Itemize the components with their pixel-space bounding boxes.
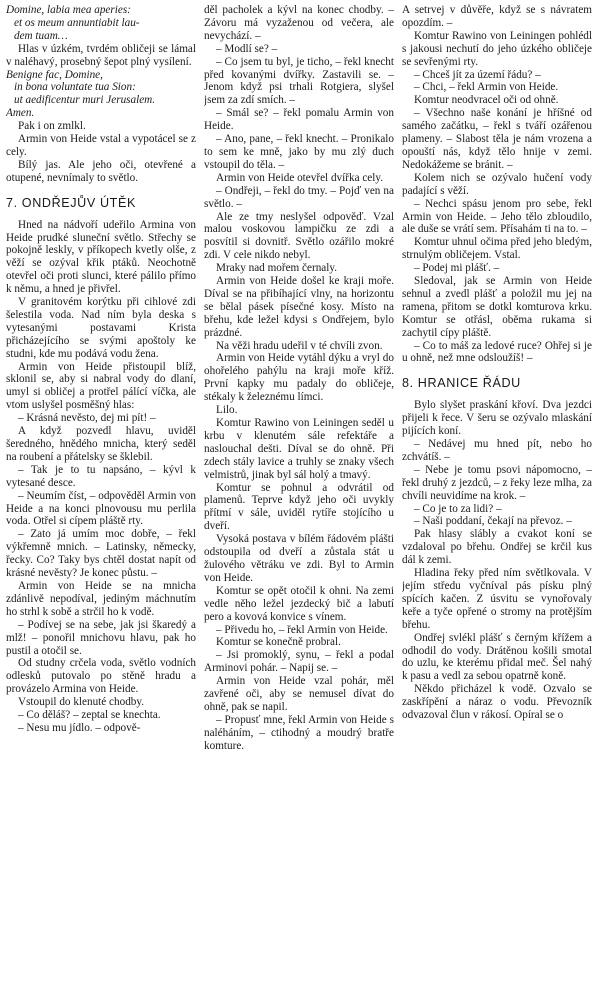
paragraph: Komtur uhnul očima před jeho bledým, strnulým obličejem. Vstal. [402,236,592,262]
latin-verse [6,69,196,121]
paragraph: Pak i on zmlkl. [18,120,86,133]
paragraph: Mraky nad mořem černaly. [216,262,338,275]
chapter-heading: 7. ONDŘEJŮV ÚTĚK [6,195,136,210]
paragraph: – Přivedu ho, – řekl Armin von Heide. [216,623,388,636]
chapter-heading: 8. HRANICE ŘÁDU [402,376,521,391]
paragraph: Někdo přicházel k vodě. Ozvalo se zaskřípění a náraz o vodu. Převozník odvazoval člun v rákosí. Opíral se o [402,683,592,722]
paragraph: – Nechci spásu jenom pro sebe, řekl Armin von Heide. – Jeho tělo zbloudilo, ale duše se vrátí sem. Přísahám ti na to. – [402,197,592,236]
paragraph: V granitovém korýtku při cihlové zdi šelestila voda. Nad ním byla deska s vytesanými postavami Krista přicházejícího se svými apoštoly ke studni, kde mu podává vodu žena. [6,296,196,360]
paragraph: Komtur neodvracel oči od ohně. [414,94,559,107]
paragraph: Bylo slyšet praskání křoví. Dva jezdci přijeli k řece. V šeru se ozývalo mlaskání pijících koní. [402,399,592,438]
paragraph: Armin von Heide vzal pohár, měl zavřené oči, aby se nemusel dívat do ohně, pak se napil. [204,675,394,713]
paragraph: Komtur se konečně probral. [216,636,341,649]
paragraph: Komtur se pohnul a odvrátil od plamenů. Teprve když jeho oči uvykly přítmí v sále, uviděl rytíře stojícího u dveří. [204,481,394,533]
paragraph: Na věži hradu udeřil v té chvíli zvon. [216,339,383,352]
verse-line: et os meum annuntiabit lau- [14,16,140,29]
paragraph: Armin von Heide přistoupil blíž, sklonil se, aby si nabral vody do dlaní, umyl si obličej a protřel pálící víčka, ale vtom uslyšel posměšný hlas: [6,360,196,412]
verse-line: dem tuam… [14,29,68,42]
paragraph: – Nedávej mu hned pít, nebo ho zchvátíš. – [402,438,592,463]
continued-paragraph: děl pacholek a kývl na konec chodby. – Závoru má vyzaženou od večera, ale nevychází. – [204,4,394,42]
paragraph: Armin von Heide se na mnicha zdánlivě nepodíval, jediným máchnutím ho strhl k sobě a strčil ho k vodě. [6,579,196,618]
paragraph: Pak hlasy slábly a cvakot koní se vzdaloval po břehu. Ondřej se krčil kus dál k zemi. [402,528,592,567]
paragraph: – Smál se? – řekl pomalu Armin von Heide. [204,107,394,133]
text-column-1 [6,4,196,1005]
paragraph: Komtur Rawino von Leiningen pohlédl s jakousi nechutí do jeho úzkého obličeje se sevřenými rty. [402,29,592,68]
paragraph: Armin von Heide vstal a vypotácel se z cely. [6,133,196,158]
paragraph: A když pozvedl hlavu, uviděl šeredného, hnědého mnicha, který seděl na roubení a přátelsky se šklebil. [6,425,196,463]
latin-verse [6,4,196,43]
paragraph: – Naši poddaní, čekají na převoz. – [414,515,572,528]
paragraph: Hladina řeky před ním světlkovala. V jejím středu vyčníval pás písku plný spících kačen. Z úsvitu se vynořovaly keře a tyče opřené o stromy na protějším břehu. [402,567,592,631]
paragraph: Komtur se opět otočil k ohni. Na zemi vedle něho ležel jezdecký bič a labutí pero a kovová konvice s vínem. [204,584,394,623]
paragraph: – Co to máš za ledové ruce? Ohřej si je u ohně, než mne odsloužíš! – [402,339,592,365]
paragraph: – Krásná nevěsto, dej mi pít! – [18,412,156,425]
paragraph: Hned na nádvoří udeřilo Armina von Heide prudké sluneční světlo. Střechy se pokojně leskly, v příkopech kvetly olše, z věží se ozýval křik ptáků. Neochotně otevřel oči proti slunci, které pálilo přímo k němu, a hned je přivřel. [6,218,196,296]
paragraph: Armin von Heide došel ke kraji moře. Díval se na přibíhající vlny, na horizontu se bělal pásek písečné kosy. Místo na břehu, kde ležel kdysi s Ondřejem, bylo prázdné. [204,275,394,339]
paragraph: – Co děláš? – zeptal se knechta. [18,709,161,722]
text-column-3 [402,4,592,1005]
paragraph: – Chceš jít za území řádu? – [414,68,541,81]
paragraph: – Neumím číst, – odpověděl Armin von Heide a na konci plnovousu mu perlila voda. Otřel si cípem pláště rty. [6,489,196,528]
paragraph: Od studny crčela voda, světlo vodních odlesků putovalo po stěně hradu a provázelo Armina von Heide. [6,657,196,696]
paragraph: Hlas v úzkém, tvrdém obličeji se lámal v naléhavý, prosebný šepot plný vysílení. [6,42,196,68]
paragraph: – Zato já umím moc dobře, – řekl výkřemně mnich. – Latinsky, německy, řecky. Co? Taky bys chtěl dostat napít od krásné nevěsty? Je konec půstu. – [6,528,196,580]
paragraph: – Tak je to tu napsáno, – kývl k vytesané desce. [6,463,196,489]
verse-line: Benigne fac, Domine, [6,68,103,81]
verse-line: Domine, labia mea aperies: [6,4,131,16]
paragraph: Armin von Heide otevřel dvířka cely. [216,171,384,184]
paragraph: Sledoval, jak se Armin von Heide sehnul a zvedl plášť a položil mu jej na ramena, přitom se dotkl komturova krku. Komtur se otřásl, oběma rukama si zachytil cípy pláště. [402,275,592,339]
paragraph: – Jsi promoklý, synu, – řekl a podal Arminovi pohár. – Napij se. – [204,649,394,675]
paragraph: Kolem nich se ozývalo hučení vody padající s věží. [402,171,592,197]
paragraph: – Chci, – řekl Armin von Heide. [414,81,559,94]
paragraph: – Nesu mu jídlo. – odpově- [18,721,141,734]
paragraph: – Všechno naše konání je hříšné od samého začátku, – řekl s tváří ozářenou plameny. – Slabost těla je nám vrozena a opouští nás, když tělo hnije v zemi. Nedokážeme se bránit. – [402,107,592,171]
paragraph: Lilo. [216,404,238,417]
verse-line: Amen. [6,107,35,120]
paragraph: Ondřej svlékl plášť s černým křížem a odhodil do vody. Drátěnou košili smotal do uzlu, ke kterému přidal meč. Šel nahý k pasu a vedl za sebou opatrně koně. [402,631,592,683]
paragraph: Vysoká postava v bílém řádovém plášti odstoupila od dveří a zůstala stát u žulového větráku ve zdi. Byl to Armin von Heide. [204,533,394,584]
paragraph: Armin von Heide vytáhl dýku a vryl do ohořelého pahýlu na kraji moře kříž. První kapky mu padaly do obličeje, stékaly k železnému límci. [204,352,394,404]
paragraph: – Nebe je tomu psovi nápomocno, – řekl druhý z jezdců, – z řeky leze mlha, za chvíli neuvidíme na krok. – [402,463,592,502]
paragraph: – Co je to za lidi? – [414,502,502,515]
paragraph: Vstoupil do klenuté chodby. [18,696,145,709]
paragraph: Ale ze tmy neslyšel odpověď. Vzal malou voskovou lampičku ze zdi a posvítil si dovnitř. Světlo ozářilo mokré zdi. V cele nikdo nebyl. [204,210,394,262]
paragraph: Komtur Rawino von Leiningen seděl u krbu v klenutém sále refektáře a naslouchal dešti. Díval se do ohně. Při zdech stály lavice a truhly se znaky všech velmistrů, jinak byl sál holý a tmavý. [204,417,394,481]
paragraph: – Podívej se na sebe, jak jsi škaredý a mlž! – ponořil mnichovu hlavu, pak ho pustil a otočil se. [6,618,196,657]
verse-line: ut aedificentur muri Jerusalem. [14,94,156,107]
paragraph: – Propusť mne, řekl Armin von Heide s naléháním, – ctihodný a moudrý bratře komture. [204,713,394,752]
paragraph: – Ano, pane, – řekl knecht. – Pronikalo to sem ke mně, jako by mu zlý duch vstoupil do těla. – [204,133,394,171]
paragraph: – Podej mi plášť. – [414,262,500,275]
paragraph: – Modlí se? – [216,42,278,55]
paragraph: Bílý jas. Ale jeho oči, otevřené a otupené, nevnímaly to světlo. [6,158,196,184]
paragraph: – Co jsem tu byl, je ticho, – řekl knecht před kovanými dvířky. Zastavili se. – Jenom když psi trhali Rotgiera, slyšel jsem za zdí smích. – [204,55,394,107]
paragraph: – Ondřeji, – řekl do tmy. – Pojď ven na světlo. – [204,184,394,210]
text-column-2 [204,4,394,1005]
continued-paragraph: A setrvej v důvěře, když se s návratem opozdím. – [402,4,592,29]
verse-line: in bona voluntate tua Sion: [14,81,136,94]
